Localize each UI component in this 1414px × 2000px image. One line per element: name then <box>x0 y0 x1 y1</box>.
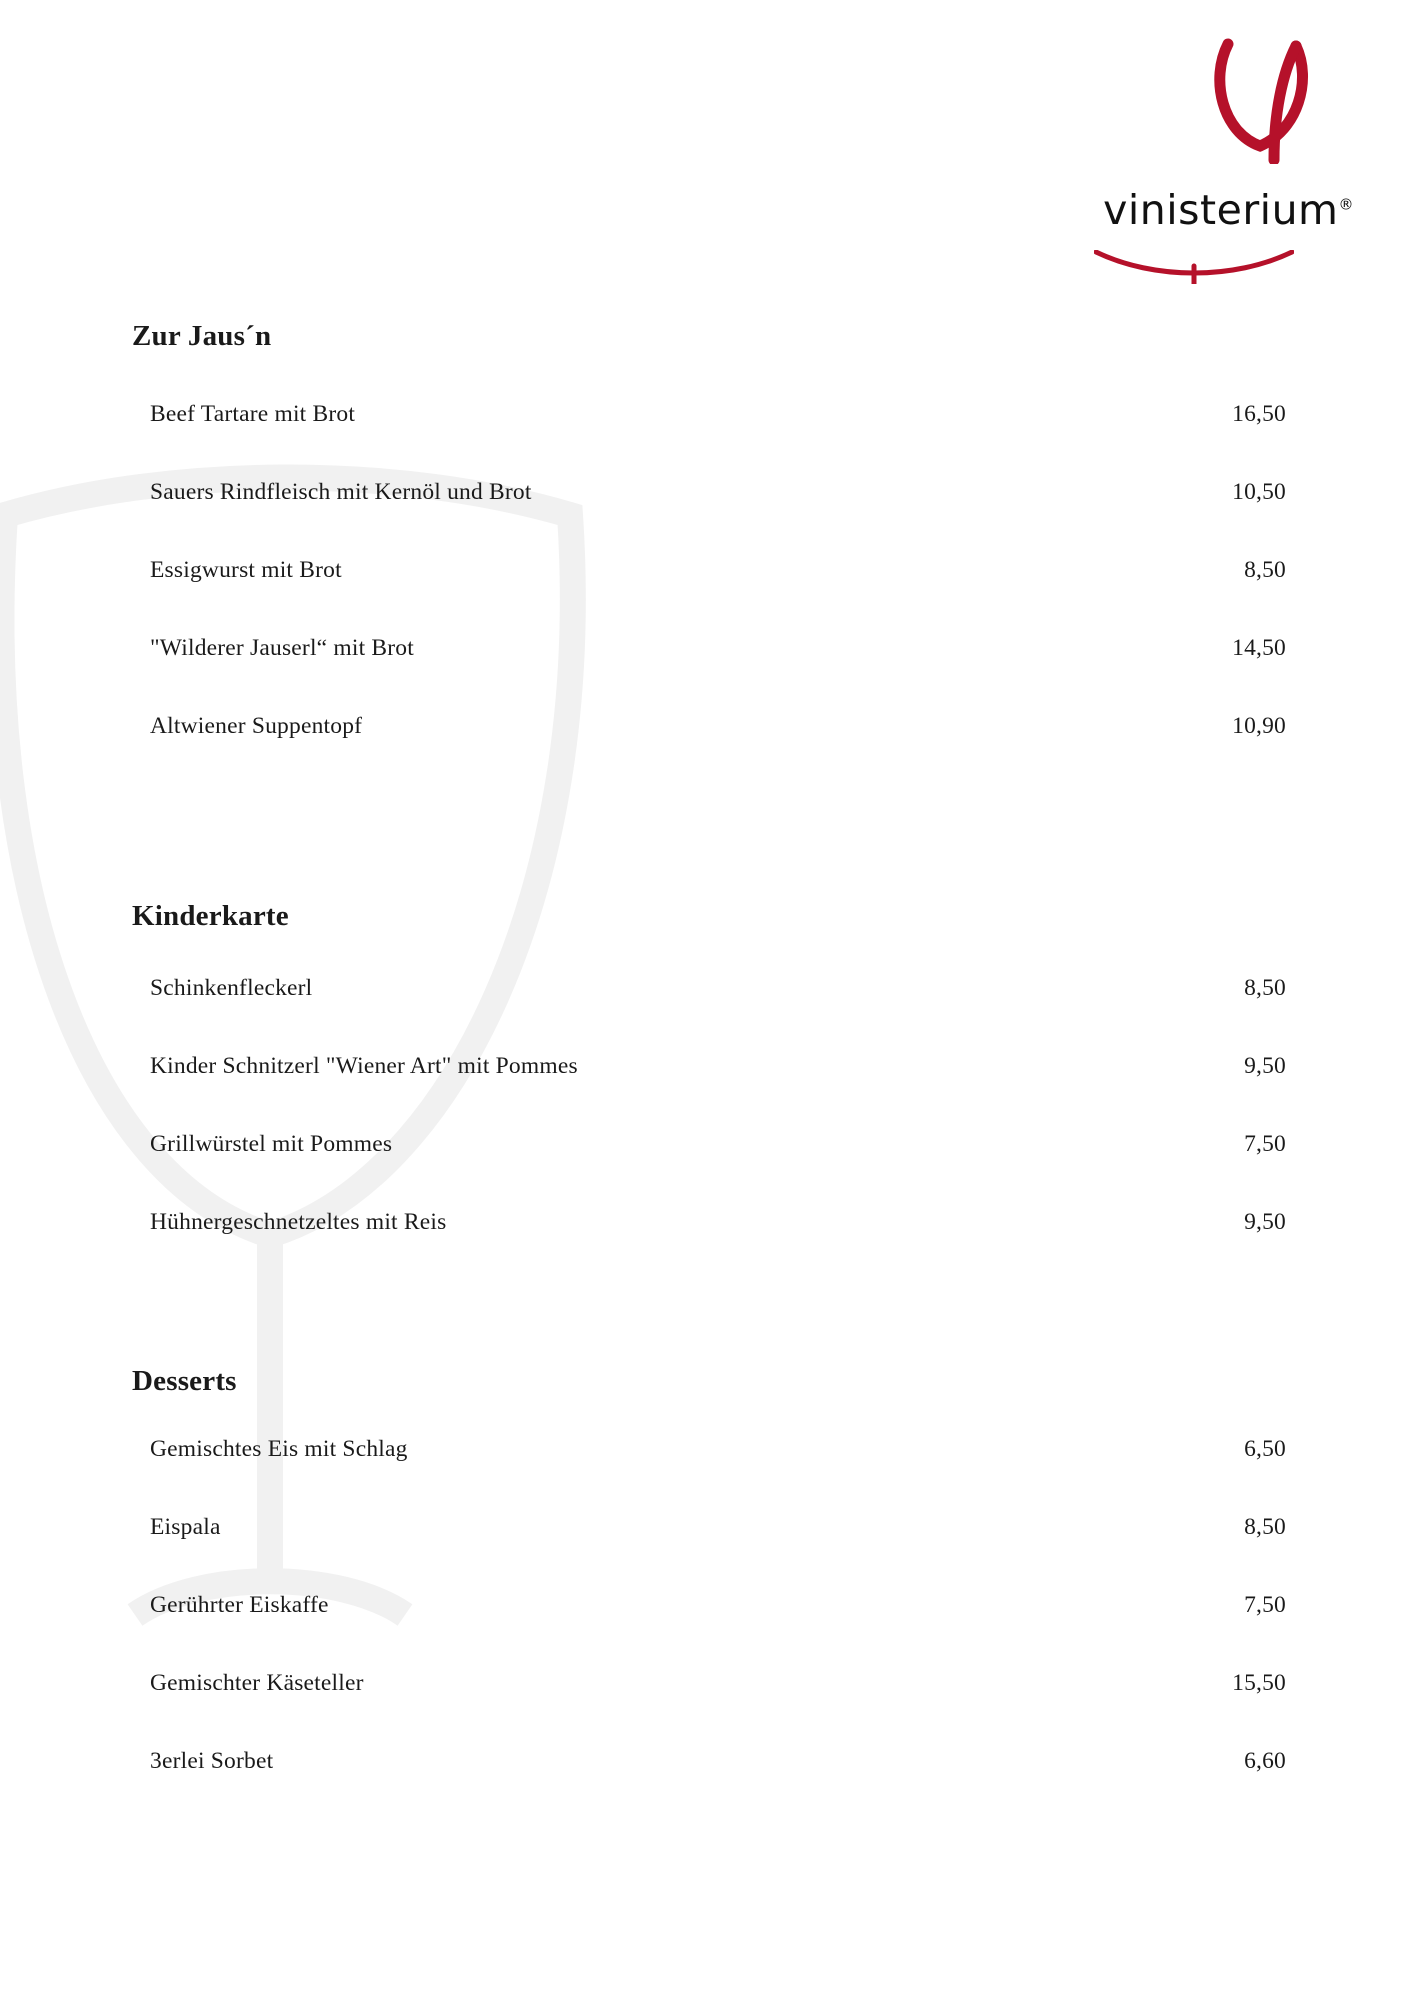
menu-section-kinderkarte <box>0 900 1414 1287</box>
menu-item <box>0 1209 1414 1287</box>
menu-section-jausn <box>0 320 1414 791</box>
menu-item-name: Schinkenfleckerl <box>150 975 313 1001</box>
menu-item-name: Gemischtes Eis mit Schlag <box>150 1436 408 1462</box>
menu-item-name: Gerührter Eiskaffe <box>150 1592 329 1618</box>
menu-item <box>0 1053 1414 1131</box>
menu-section-desserts <box>0 1365 1414 1826</box>
menu-item-name: Sauers Rindfleisch mit Kernöl und Brot <box>150 479 532 505</box>
menu-item-price: 6,60 <box>1244 1748 1286 1774</box>
menu-item-price: 15,50 <box>1232 1670 1286 1696</box>
menu-item-name: Altwiener Suppentopf <box>150 713 363 739</box>
menu-item-list <box>0 401 1414 791</box>
menu-item-name: Eispala <box>150 1514 221 1540</box>
menu-item-price: 8,50 <box>1244 975 1286 1001</box>
menu-item <box>0 1592 1414 1670</box>
menu-item-price: 16,50 <box>1232 401 1286 427</box>
menu-item-price: 8,50 <box>1244 1514 1286 1540</box>
menu-item <box>0 975 1414 1053</box>
section-title: Desserts <box>132 1365 237 1397</box>
menu-item-name: "Wilderer Jauserl“ mit Brot <box>150 635 414 661</box>
menu-item-price: 14,50 <box>1232 635 1286 661</box>
menu-item <box>0 713 1414 791</box>
menu-item-price: 7,50 <box>1244 1592 1286 1618</box>
menu-item <box>0 557 1414 635</box>
menu-item <box>0 1670 1414 1748</box>
menu-item-price: 8,50 <box>1244 557 1286 583</box>
menu-item-price: 6,50 <box>1244 1436 1286 1462</box>
menu-item <box>0 1131 1414 1209</box>
menu-item-price: 10,90 <box>1232 713 1286 739</box>
menu-item <box>0 1514 1414 1592</box>
menu-item-price: 9,50 <box>1244 1053 1286 1079</box>
menu-item-price: 7,50 <box>1244 1131 1286 1157</box>
logo-underline-flourish <box>1094 250 1294 289</box>
menu-item <box>0 635 1414 713</box>
menu-item <box>0 479 1414 557</box>
menu-item-name: Essigwurst mit Brot <box>150 557 342 583</box>
brand-name: vinisterium <box>1103 186 1339 234</box>
menu-item-name: 3erlei Sorbet <box>150 1748 274 1774</box>
menu-item <box>0 1748 1414 1826</box>
menu-item-list <box>0 1436 1414 1826</box>
menu-item-price: 9,50 <box>1244 1209 1286 1235</box>
menu-item-name: Grillwürstel mit Pommes <box>150 1131 393 1157</box>
menu-item-list <box>0 975 1414 1287</box>
menu-item <box>0 1436 1414 1514</box>
section-title: Zur Jaus´n <box>132 320 272 352</box>
menu-item-name: Gemischter Käseteller <box>150 1670 364 1696</box>
menu-item-price: 10,50 <box>1232 479 1286 505</box>
menu-item-name: Kinder Schnitzerl "Wiener Art" mit Pommes <box>150 1053 578 1079</box>
menu-item <box>0 401 1414 479</box>
menu-item-name: Hühnergeschnetzeltes mit Reis <box>150 1209 447 1235</box>
menu-item-name: Beef Tartare mit Brot <box>150 401 356 427</box>
section-title: Kinderkarte <box>132 900 289 932</box>
registered-mark: ® <box>1338 195 1354 214</box>
